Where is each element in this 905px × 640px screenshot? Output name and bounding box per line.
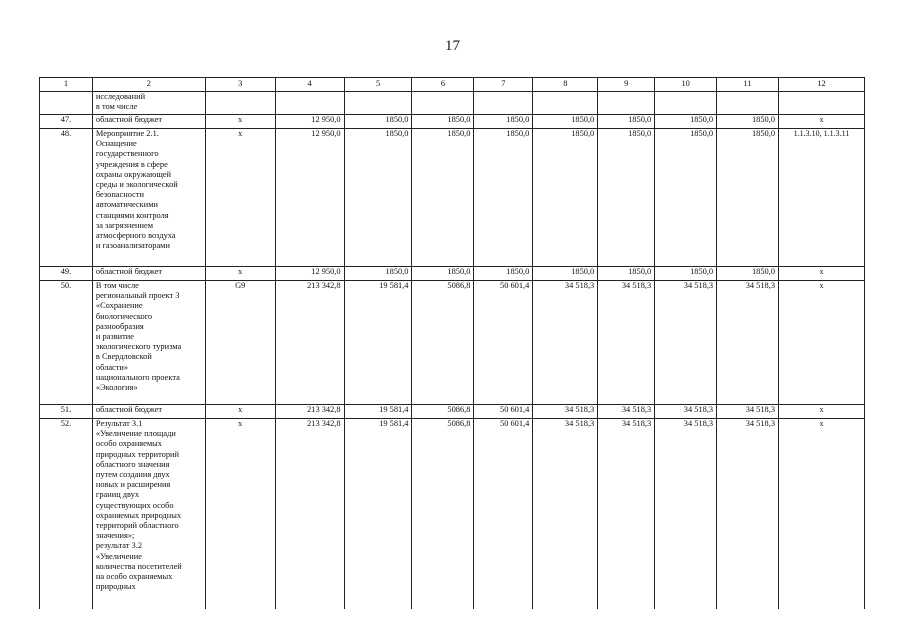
row-name: исследований в том числе — [92, 92, 205, 115]
cell-total: 213 342,8 — [275, 281, 344, 405]
cell-value: 1850,0 — [655, 267, 717, 281]
cell-value: 34 518,3 — [533, 405, 598, 419]
cell-value: 34 518,3 — [717, 419, 779, 610]
column-header: 9 — [598, 78, 655, 92]
cell-value: 1850,0 — [717, 115, 779, 129]
cell-value: 34 518,3 — [717, 281, 779, 405]
table-row — [40, 267, 865, 281]
cell-value: 5086,8 — [412, 281, 474, 405]
cell-value: 1850,0 — [344, 267, 412, 281]
column-header: 5 — [344, 78, 412, 92]
row-target: х — [779, 281, 865, 405]
header-row — [40, 78, 865, 92]
cell-value: 1850,0 — [474, 267, 533, 281]
cell-value — [412, 92, 474, 115]
row-number: 47. — [40, 115, 93, 129]
cell-value: 1850,0 — [474, 115, 533, 129]
cell-value: 34 518,3 — [655, 405, 717, 419]
row-name: областной бюджет — [92, 267, 205, 281]
row-target: х — [779, 115, 865, 129]
table-row — [40, 115, 865, 129]
cell-value: 34 518,3 — [598, 281, 655, 405]
row-target: х — [779, 267, 865, 281]
cell-value: 34 518,3 — [598, 419, 655, 610]
cell-value: 19 581,4 — [344, 419, 412, 610]
column-header: 4 — [275, 78, 344, 92]
cell-value — [598, 92, 655, 115]
cell-value: 1850,0 — [344, 115, 412, 129]
table-row — [40, 281, 865, 405]
cell-total: 213 342,8 — [275, 419, 344, 610]
cell-value: 1850,0 — [717, 267, 779, 281]
cell-value: 34 518,3 — [717, 405, 779, 419]
table-row — [40, 405, 865, 419]
row-code: х — [205, 405, 275, 419]
cell-value: 19 581,4 — [344, 281, 412, 405]
cell-total: 12 950,0 — [275, 267, 344, 281]
cell-value — [655, 92, 717, 115]
cell-value — [533, 92, 598, 115]
cell-value: 1850,0 — [655, 115, 717, 129]
row-number: 48. — [40, 129, 93, 267]
cell-value: 19 581,4 — [344, 405, 412, 419]
row-number: 49. — [40, 267, 93, 281]
cell-value: 1850,0 — [533, 129, 598, 267]
row-target — [779, 92, 865, 115]
table-row — [40, 92, 865, 115]
cell-value — [344, 92, 412, 115]
cell-value — [474, 92, 533, 115]
row-target: х — [779, 419, 865, 610]
cell-value: 34 518,3 — [655, 281, 717, 405]
cell-value: 1850,0 — [598, 267, 655, 281]
table-row — [40, 419, 865, 610]
cell-value: 5086,8 — [412, 419, 474, 610]
column-header: 6 — [412, 78, 474, 92]
row-code: х — [205, 129, 275, 267]
table-wrapper — [39, 77, 865, 610]
cell-value — [717, 92, 779, 115]
program-table — [39, 77, 865, 609]
row-code: х — [205, 267, 275, 281]
cell-value: 50 601,4 — [474, 405, 533, 419]
cell-value: 34 518,3 — [533, 419, 598, 610]
column-header: 10 — [655, 78, 717, 92]
cell-total: 12 950,0 — [275, 115, 344, 129]
column-header: 3 — [205, 78, 275, 92]
row-name: областной бюджет — [92, 405, 205, 419]
row-code — [205, 92, 275, 115]
page-number: 17 — [445, 38, 460, 54]
cell-value: 1850,0 — [717, 129, 779, 267]
row-name: областной бюджет — [92, 115, 205, 129]
row-number: 50. — [40, 281, 93, 405]
column-header: 8 — [533, 78, 598, 92]
cell-value: 1850,0 — [474, 129, 533, 267]
cell-total — [275, 92, 344, 115]
cell-value: 50 601,4 — [474, 419, 533, 610]
row-number — [40, 92, 93, 115]
row-target: 1.1.3.10, 1.1.3.11 — [779, 129, 865, 267]
cell-value: 34 518,3 — [655, 419, 717, 610]
cell-value: 34 518,3 — [598, 405, 655, 419]
row-number: 51. — [40, 405, 93, 419]
row-code: G9 — [205, 281, 275, 405]
cell-value: 1850,0 — [533, 267, 598, 281]
column-header: 2 — [92, 78, 205, 92]
cell-value: 1850,0 — [412, 267, 474, 281]
row-number: 52. — [40, 419, 93, 610]
cell-value: 1850,0 — [344, 129, 412, 267]
cell-value: 1850,0 — [412, 129, 474, 267]
cell-value: 50 601,4 — [474, 281, 533, 405]
table-row — [40, 129, 865, 267]
cell-value: 5086,8 — [412, 405, 474, 419]
row-name: Результат 3.1 «Увеличение площади особо охраняемых природных территорий областного значения путем создания двух новых и расширения границ двух существующих особо охраняемых природных территорий областного значения»; результат 3.2 «Увеличение количества посетителей на особо охраняемых природных — [92, 419, 205, 610]
column-header: 11 — [717, 78, 779, 92]
cell-value: 34 518,3 — [533, 281, 598, 405]
cell-value: 1850,0 — [412, 115, 474, 129]
cell-value: 1850,0 — [533, 115, 598, 129]
row-name: Мероприятие 2.1. Оснащение государственного учреждения в сфере охраны окружающей среды и экологической безопасности автоматическими станциями контроля за загрязнением атмосферного воздуха и газоанализаторами — [92, 129, 205, 267]
row-code: х — [205, 419, 275, 610]
cell-value: 1850,0 — [655, 129, 717, 267]
row-code: х — [205, 115, 275, 129]
cell-value: 1850,0 — [598, 115, 655, 129]
cell-total: 12 950,0 — [275, 129, 344, 267]
row-target: х — [779, 405, 865, 419]
cell-value: 1850,0 — [598, 129, 655, 267]
cell-total: 213 342,8 — [275, 405, 344, 419]
column-header: 7 — [474, 78, 533, 92]
column-header: 12 — [779, 78, 865, 92]
row-name: В том числе региональный проект 3 «Сохранение биологического разнообразия и развитие экологического туризма в Свердловской области» национального проекта «Экология» — [92, 281, 205, 405]
column-header: 1 — [40, 78, 93, 92]
